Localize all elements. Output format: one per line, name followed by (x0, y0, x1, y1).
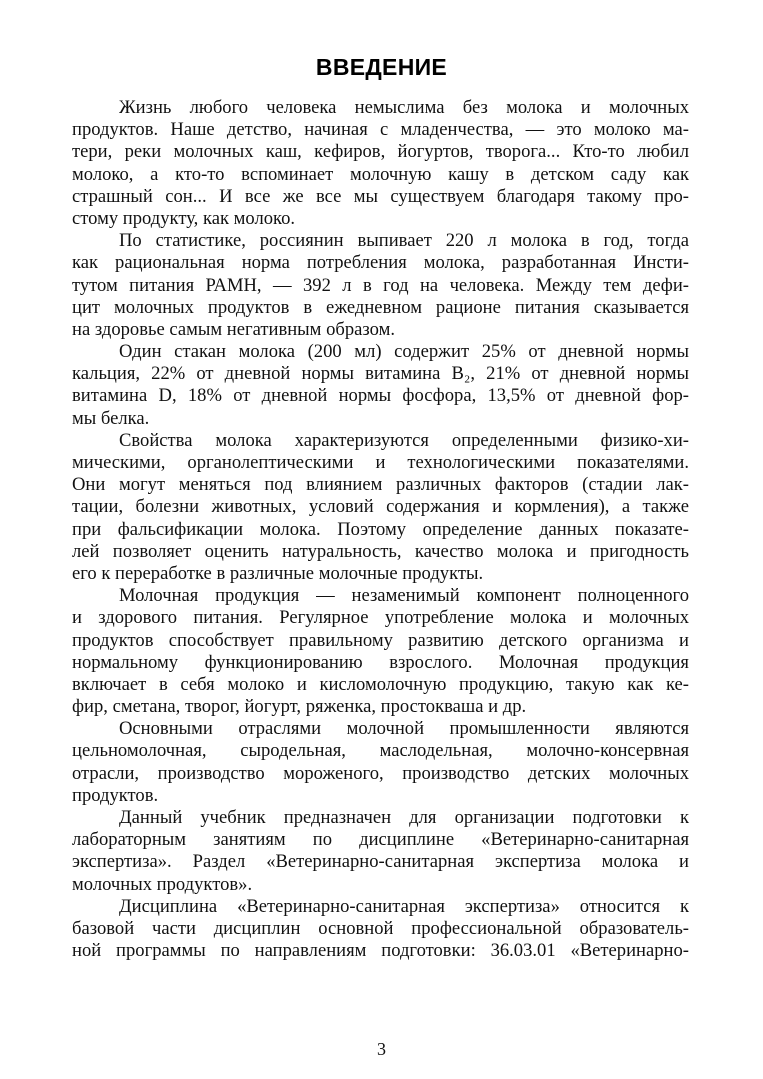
text-line: Данный учебник предназначен для организации подготовки к (119, 807, 689, 828)
text-line: витамина D, 18% от дневной нормы фосфора, 13,5% от дневной фор- (72, 385, 689, 407)
text-line: страшный сон... И все же все мы существуем благодаря такому про- (72, 185, 689, 207)
text-line: продуктов. (72, 784, 159, 806)
text-line: на здоровье самым негативным образом. (72, 318, 395, 340)
text-line: кальция, 22% от дневной нормы витамина B₂, 21% от дневной нормы (72, 363, 689, 385)
text-line: и здорового питания. Регулярное употребление молока и молочных (72, 607, 689, 629)
text-line: молочных продуктов». (72, 873, 253, 895)
paragraph (72, 430, 689, 585)
page-title: ВВЕДЕНИЕ (315, 54, 448, 80)
text-line: базовой части дисциплин основной профессиональной образователь- (72, 917, 689, 939)
text-line: тери, реки молочных каш, кефиров, йогуртов, творога... Кто-то любил (72, 141, 689, 163)
text-line: включает в себя молоко и кисломолочную продукцию, такую как ке- (72, 673, 689, 695)
text-line: Один стакан молока (200 мл) содержит 25% от дневной нормы (119, 341, 689, 363)
text-line: нормальному функционированию взрослого. Молочная продукция (72, 651, 689, 673)
page-number: 3 (377, 1039, 386, 1059)
text-line: мическими, органолептическими и технологическими показателями. (72, 452, 689, 473)
text-line: молоко, а кто-то вспоминает молочную кашу в детском саду как (72, 163, 689, 185)
text-line: цельномолочная, сыродельная, маслодельная, молочно-консервная (72, 740, 689, 762)
text-line: тутом питания РАМН, — 392 л в год на человека. Между тем дефи- (72, 274, 689, 296)
text-line: тации, болезни животных, условий содержания и кормления), а также (72, 496, 689, 518)
text-line: Свойства молока характеризуются определенными физико-хи- (119, 429, 689, 451)
text-line: лабораторным занятиям по дисциплине «Ветеринарно-санитарная (72, 829, 689, 851)
paragraph (72, 896, 689, 963)
text-line: Основными отраслями молочной промышленности являются (119, 718, 689, 740)
text-line: экспертиза». Раздел «Ветеринарно-санитарная экспертиза молока и (72, 851, 689, 873)
body-text (72, 97, 689, 962)
text-line: Молочная продукция — незаменимый компонент полноценного (119, 585, 689, 607)
text-line: Дисциплина «Ветеринарно-санитарная экспертиза» относится к (119, 895, 689, 917)
paragraph (72, 585, 689, 718)
text-line: мы белка. (72, 407, 150, 429)
text-line: как рациональная норма потребления молока, разработанная Инсти- (72, 252, 689, 274)
text-line: продуктов. Наше детство, начиная с младенчества, — это молоко ма- (72, 119, 689, 141)
text-line: Они могут меняться под влиянием различных факторов (стадии лак- (72, 474, 689, 496)
text-line: лей позволяет оценить натуральность, качество молока и пригодность (72, 540, 689, 562)
text-line: при фальсификации молока. Поэтому определение данных показате- (72, 518, 689, 540)
text-line: Жизнь любого человека немыслима без молока и молочных (119, 97, 689, 118)
text-line: По статистике, россиянин выпивает 220 л молока в год, тогда (119, 230, 689, 252)
text-line: ной программы по направлениям подготовки: 36.03.01 «Ветеринарно- (72, 940, 689, 962)
paragraph (72, 718, 689, 807)
text-line: цит молочных продуктов в ежедневном рационе питания сказывается (72, 296, 689, 318)
text-line: отрасли, производство мороженого, производство детских молочных (72, 762, 689, 784)
text-line: фир, сметана, творог, йогурт, ряженка, простокваша и др. (72, 696, 527, 718)
text-line: стому продукту, как молоко. (72, 207, 296, 229)
text-line: продуктов способствует правильному развитию детского организма и (72, 629, 689, 651)
text-line: его к переработке в различные молочные продукты. (72, 562, 484, 584)
paragraph (72, 807, 689, 896)
paragraph (72, 341, 689, 430)
paragraph (72, 230, 689, 341)
paragraph (72, 97, 689, 230)
